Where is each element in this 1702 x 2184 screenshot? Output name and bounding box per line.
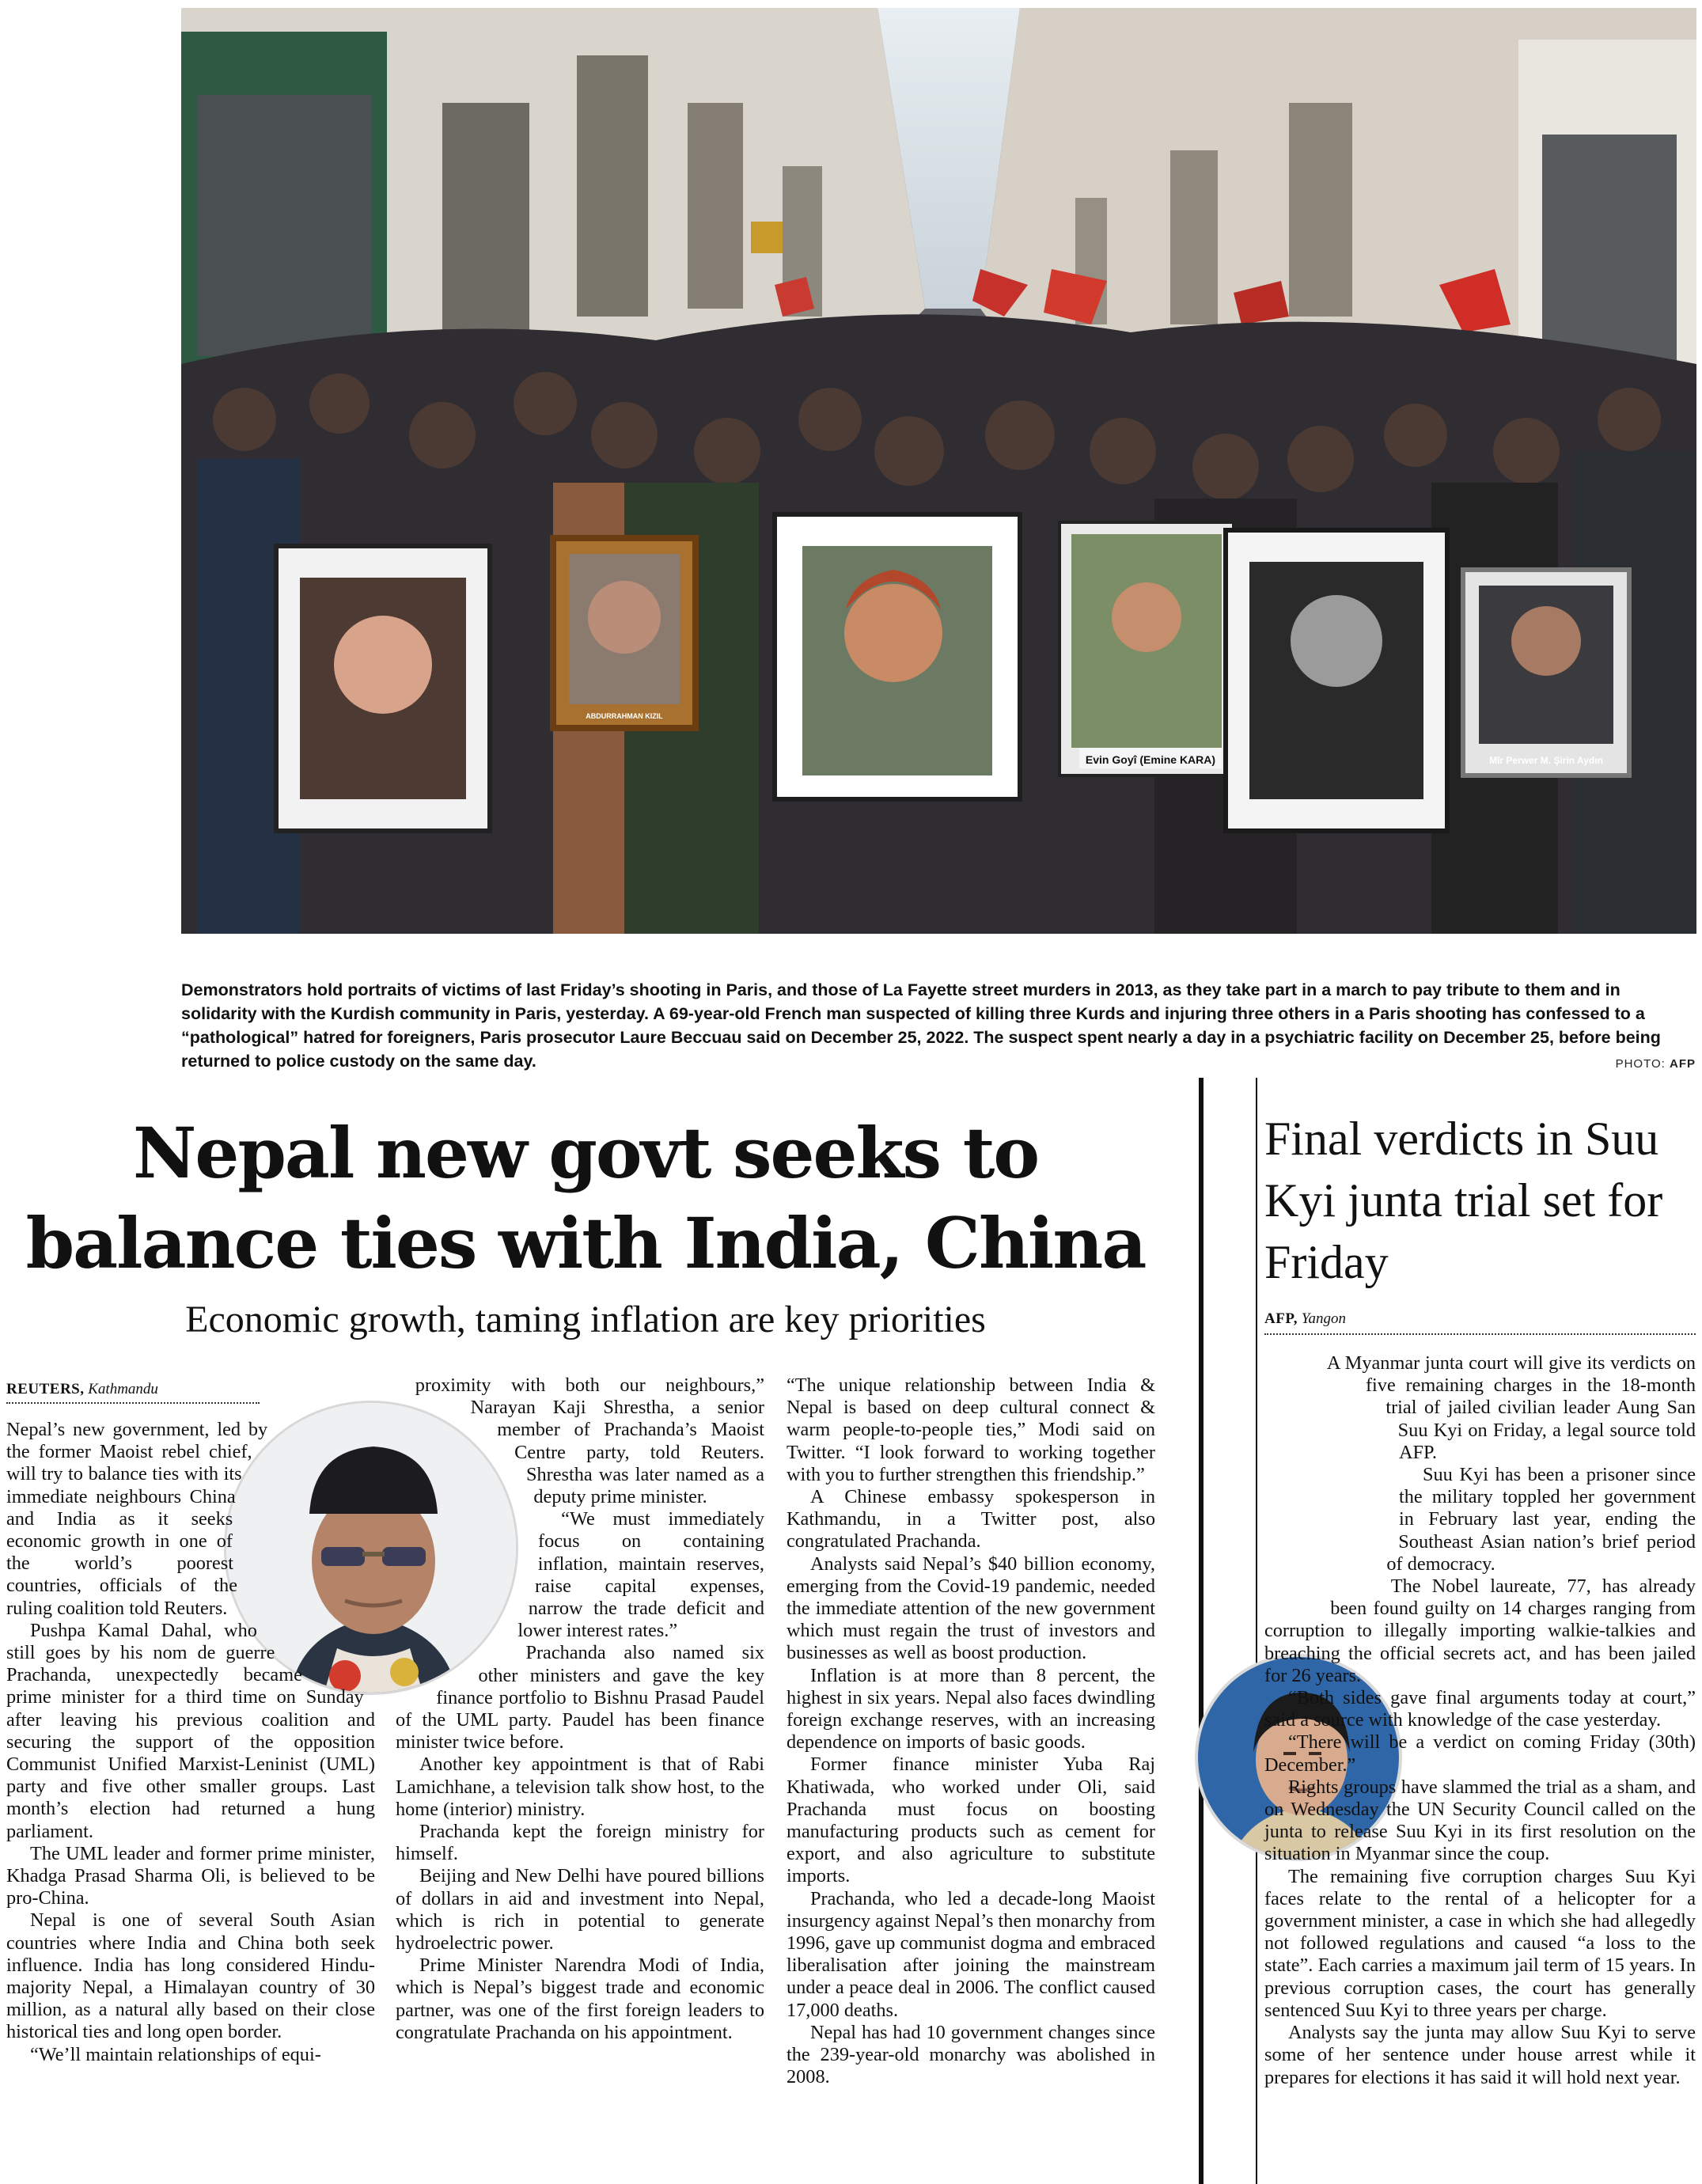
main-col3-para: Nepal has had 10 government changes since the 239-year-old monarchy was abolished in 2008.: [787, 2021, 1155, 2088]
side-para: Suu Kyi has been a prisoner since the military toppled her government in February last year, ending the Southeast Asian nation’s brief period of democracy.: [1386, 1464, 1696, 1575]
main-col2-para: Beijing and New Delhi have poured billions of dollars in aid and investment into Nepal, which is rich in potential to generate hydroelectric power.: [396, 1865, 764, 1955]
column-divider-thin: [1256, 1078, 1257, 2184]
main-col3-para: Inflation is at more than 8 percent, the highest in six years. Nepal also faces dwindling foreign exchange reserves, with an increasing dependence on imports of basic goods.: [787, 1664, 1155, 1754]
photo-credit-label: PHOTO:: [1615, 1057, 1666, 1071]
portrait-label-abdurrahman: ABDURRAHMAN KIZIL: [586, 712, 663, 720]
side-headline: Final verdicts in Suu Kyi junta trial set for Friday: [1264, 1113, 1663, 1288]
main-headline-line2: balance ties with India, China: [25, 1202, 1146, 1284]
portrait-label-evin: Evin Goyî (Emine KARA): [1085, 753, 1216, 766]
main-col3-para: Former finance minister Yuba Raj Khatiwada, who worked under Oli, said Prachanda must focus on boosting manufacturing products such as cement for export, and also agriculture to substitute imports.: [787, 1754, 1155, 1887]
side-para: The Nobel laureate, 77, has already been found guilty on 14 charges ranging from corruption to illegally importing walkie-talkies and breaching the official secrets act, and has been jailed for 26 years.: [1264, 1575, 1696, 1686]
photo-demonstrators-portraits-icon: [181, 8, 1696, 934]
main-col3-para: Analysts said Nepal’s $40 billion economy, emerging from the Covid-19 pandemic, needed the immediate attention of the new government which must regain the trust of investors and businesses as well as boost production.: [787, 1553, 1155, 1664]
side-byline-divider: [1264, 1333, 1696, 1335]
side-byline: [1264, 1310, 1696, 1335]
news-photo: [181, 8, 1696, 934]
photo-credit: [1616, 1057, 1696, 1071]
portrait-label-mir: Mîr Perwer M. Şirin Aydın: [1489, 755, 1603, 766]
main-col3-para: “The unique relationship between India & Nepal is based on deep cultural connect & warm people-to-people ties,” Modi said on Twitter. “I look forward to working together with you to further strengthen this friendship.”: [787, 1374, 1155, 1485]
side-para: “Both sides gave final arguments today at court,” said a source with knowledge of the case yesterday.: [1264, 1687, 1696, 1731]
column-divider-thick: [1199, 1078, 1204, 2184]
main-byline-place: Kathmandu: [88, 1381, 158, 1397]
main-col1-para: “We’ll maintain relationships of equi-: [30, 2043, 321, 2065]
main-byline: [6, 1380, 260, 1404]
side-para: Rights groups have slammed the trial as a sham, and on Wednesday the UN Security Council called on the junta to release Suu Kyi in its first resolution on the situation in Myanmar since the coup.: [1264, 1776, 1696, 1865]
main-byline-agency: REUTERS,: [6, 1381, 85, 1397]
side-para: “There will be a verdict on coming Friday (30th) December.”: [1264, 1731, 1696, 1776]
side-para: A Myanmar junta court will give its verdicts on five remaining charges in the 18-month trial of jailed civilian leader Aung San Suu Kyi on Friday, a legal source told AFP.: [1326, 1352, 1696, 1463]
photo-credit-source: AFP: [1670, 1057, 1696, 1071]
side-para: Analysts say the junta may allow Suu Kyi to serve some of her sentence under house arrest while it prepares for elections it has said it will hold next year.: [1264, 2022, 1696, 2088]
main-headline: [0, 1108, 1171, 1288]
main-column-2: [396, 1374, 764, 2044]
main-col3-para: A Chinese embassy spokesperson in Kathmandu, in a Twitter post, also congratulated Prachanda.: [787, 1486, 1155, 1553]
side-para: The remaining five corruption charges Suu Kyi faces relate to the rental of a helicopter for a government minister, a case in which she had allegedly not followed regulations and caused “a loss to the state”. Each carries a maximum jail term of 15 years. In previous corruption cases, the court has generally sentenced Suu Kyi to three years per charge.: [1264, 1865, 1696, 2021]
main-byline-divider: [6, 1402, 260, 1404]
main-col2-para: Another key appointment is that of Rabi Lamichhane, a television talk show host, to the home (interior) ministry.: [396, 1754, 764, 1820]
main-col2-para: “We must immediately focus on containing inflation, maintain reserves, raise capital expenses, narrow the trade deficit and lower interest rates.”: [517, 1508, 764, 1642]
main-headline-line1: Nepal new govt seeks to: [132, 1112, 1039, 1194]
main-subhead: Economic growth, taming inflation are key priorities: [185, 1299, 986, 1340]
main-col1-para: Pushpa Kamal Dahal, who still goes by his nom de guerre Prachanda, unexpectedly became prime minister for a third time on Sunday after leaving his previous coalition and securing the support of the opposition Communist Unified Marxist-Leninist (UML) party and five other smaller groups. Last month’s election had returned a hung parliament.: [6, 1619, 375, 1842]
photo-caption: Demonstrators hold portraits of victims of last Friday’s shooting in Paris, and those of La Fayette street murders in 2013, as they take part in a march to pay tribute to them and in solidarity with the Kurdish community in Paris, yesterday. A 69-year-old French man suspected of killing three Kurds and injuring three others in a Paris shooting has confessed to a “pathological” hatred for foreigners, Paris prosecutor Laure Beccuau said on December 25, 2022. The suspect spent nearly a day in a psychiatric facility on December 25, before being returned to police custody on the same day.: [181, 980, 1661, 1071]
main-col1-para: Nepal is one of several South Asian countries where India and China both seek influence. India has long considered Hindu-majority Nepal, a Himalayan country of 30 million, as a natural ally based on their close historical ties and long open border.: [6, 1909, 375, 2043]
side-column: [1264, 1352, 1696, 2089]
main-col3-para: Prachanda, who led a decade-long Maoist insurgency against Nepal’s then monarchy from 1996, gave up communist dogma and embraced liberalisation after joining the mainstream under a peace deal in 2006. The conflict caused 17,000 deaths.: [787, 1887, 1155, 2021]
main-column-3: [787, 1374, 1155, 2089]
side-byline-agency: AFP,: [1264, 1310, 1298, 1327]
main-col2-para: Prachanda also named six other ministers and gave the key finance portfolio to Bishnu Prasad Paudel of the UML party. Paudel has been finance minister twice before.: [396, 1642, 764, 1754]
main-col2-para: proximity with both our neighbours,” Narayan Kaji Shrestha, a senior member of Prachanda’s Maoist Centre party, told Reuters. Shrestha was later named as a deputy prime minister.: [415, 1374, 764, 1508]
main-column-1: [6, 1419, 375, 2066]
main-col1-para: Nepal’s new government, led by the former Maoist rebel chief, will try to balance ties with its immediate neighbours China and India as it seeks economic growth in one of the world’s poorest countries, officials of the ruling coalition told Reuters.: [6, 1419, 268, 1619]
main-col1-para: The UML leader and former prime minister, Khadga Prasad Sharma Oli, is believed to be pro-China.: [6, 1842, 375, 1909]
main-col2-para: Prime Minister Narendra Modi of India, which is Nepal’s biggest trade and economic partner, was one of the first foreign leaders to congratulate Prachanda on his appointment.: [396, 1955, 764, 2043]
side-byline-place: Yangon: [1301, 1310, 1347, 1327]
main-col2-para: Prachanda kept the foreign ministry for himself.: [396, 1821, 764, 1865]
